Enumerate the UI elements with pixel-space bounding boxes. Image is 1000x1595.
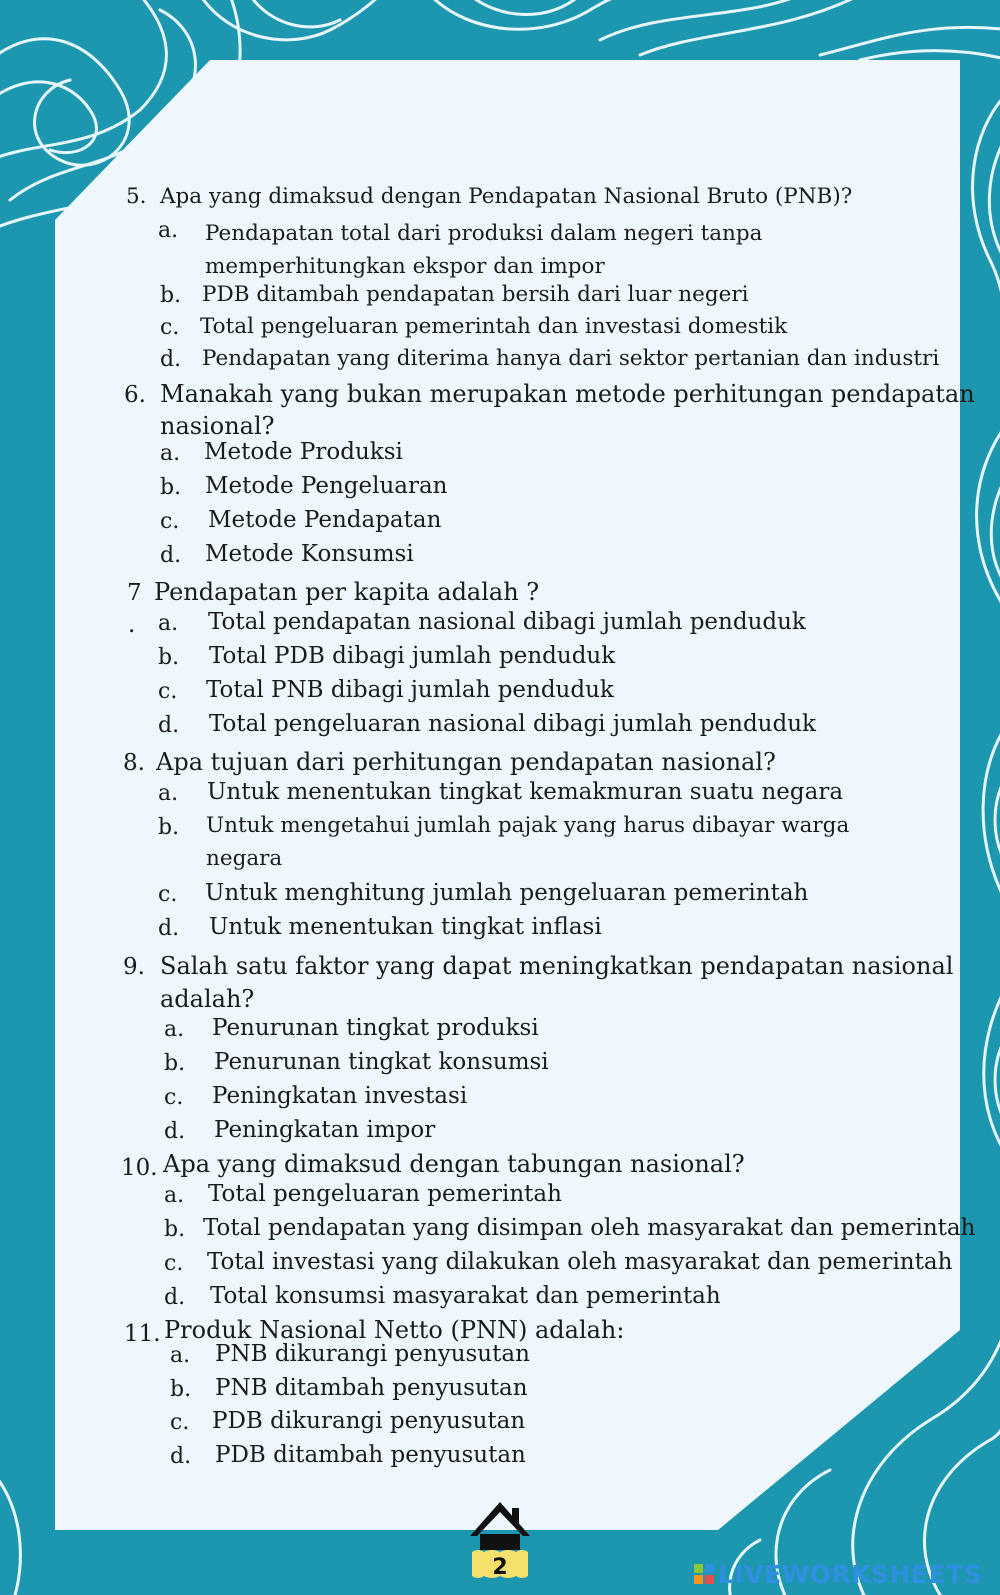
question-6-text-line: Manakah yang bukan merupakan metode perhitungan pendapatan <box>160 380 975 408</box>
question-9-option-a-text: Penurunan tingkat produksi <box>212 1015 539 1041</box>
question-7-option-d-letter: d. <box>158 713 180 738</box>
liveworksheets-logo-icon <box>694 1564 714 1584</box>
question-8-option-d-letter: d. <box>158 916 180 941</box>
house-roof-icon <box>470 1502 530 1536</box>
question-6-option-a-text: Metode Produksi <box>204 439 403 465</box>
question-7-option-a-text: Total pendapatan nasional dibagi jumlah penduduk <box>208 609 806 635</box>
question-7-option-c-letter: c. <box>158 679 178 704</box>
liveworksheets-wordmark: LIVEWORKSHEETS <box>718 1559 983 1589</box>
question-7-option-b-letter: b. <box>158 645 180 670</box>
question-6-option-d-letter: d. <box>160 543 182 568</box>
question-8-number: 8. <box>123 750 145 776</box>
question-8-option-d-text: Untuk menentukan tingkat inflasi <box>209 914 602 940</box>
question-9-text-line: Salah satu faktor yang dapat meningkatkan pendapatan nasional <box>160 952 954 980</box>
house-body <box>480 1534 520 1550</box>
question-11-option-c-letter: c. <box>170 1410 190 1435</box>
question-9-option-b-letter: b. <box>164 1051 186 1076</box>
question-9-number: 9. <box>123 954 145 980</box>
question-11-option-b-letter: b. <box>170 1377 192 1402</box>
question-11-option-d-text: PDB ditambah penyusutan <box>215 1442 526 1468</box>
question-8-option-a-text: Untuk menentukan tingkat kemakmuran suatu negara <box>207 779 844 805</box>
question-10-text: Apa yang dimaksud dengan tabungan nasional? <box>163 1150 745 1178</box>
question-9-option-c-text: Peningkatan investasi <box>212 1083 468 1109</box>
question-9-option-d-letter: d. <box>164 1119 186 1144</box>
question-10-option-a-letter: a. <box>164 1183 185 1208</box>
question-10-option-a-text: Total pengeluaran pemerintah <box>208 1181 562 1207</box>
question-7-number: 7 <box>127 580 142 606</box>
question-8-text: Apa tujuan dari perhitungan pendapatan nasional? <box>156 748 776 776</box>
question-8-option-c-text: Untuk menghitung jumlah pengeluaran pemerintah <box>205 880 809 906</box>
question-11-option-b-text: PNB ditambah penyusutan <box>215 1375 528 1401</box>
question-5-option-b-letter: b. <box>160 283 182 308</box>
question-9-option-a-letter: a. <box>164 1017 185 1042</box>
question-6-option-c-text: Metode Pendapatan <box>208 507 442 533</box>
question-9-option-b-text: Penurunan tingkat konsumsi <box>214 1049 549 1075</box>
question-8-option-c-letter: c. <box>158 882 178 907</box>
question-8-option-b-text: Untuk mengetahui jumlah pajak yang harus dibayar warga <box>206 813 850 838</box>
question-11-number: 11. <box>124 1321 161 1347</box>
page-number: 2 <box>492 1555 508 1580</box>
question-8-option-b-text: negara <box>206 846 283 871</box>
question-7-option-d-text: Total pengeluaran nasional dibagi jumlah penduduk <box>209 711 816 737</box>
question-6-number: 6. <box>124 382 146 408</box>
question-10-number: 10. <box>121 1155 158 1181</box>
question-6-option-d-text: Metode Konsumsi <box>205 541 414 567</box>
question-11-option-a-text: PNB dikurangi penyusutan <box>215 1341 530 1367</box>
question-10-option-d-letter: d. <box>164 1285 186 1310</box>
question-9-option-d-text: Peningkatan impor <box>214 1117 436 1143</box>
question-11-option-c-text: PDB dikurangi penyusutan <box>212 1408 526 1434</box>
question-11-text: Produk Nasional Netto (PNN) adalah: <box>164 1316 625 1344</box>
question-5-text: Apa yang dimaksud dengan Pendapatan Nasional Bruto (PNB)? <box>160 184 853 209</box>
question-5-option-d-letter: d. <box>160 347 182 372</box>
question-8-option-a-letter: a. <box>158 781 179 806</box>
question-9-option-c-letter: c. <box>164 1085 184 1110</box>
question-6-option-c-letter: c. <box>160 509 180 534</box>
question-10-option-c-letter: c. <box>164 1251 184 1276</box>
question-7-option-b-text: Total PDB dibagi jumlah penduduk <box>209 643 616 669</box>
question-6-option-b-letter: b. <box>160 475 182 500</box>
question-5-option-d-text: Pendapatan yang diterima hanya dari sektor pertanian dan industri <box>202 346 940 371</box>
question-5-option-c-text: Total pengeluaran pemerintah dan investasi domestik <box>200 314 788 339</box>
question-6-option-b-text: Metode Pengeluaran <box>205 473 448 499</box>
house-chimney <box>512 1508 519 1524</box>
question-7-text: Pendapatan per kapita adalah ? <box>154 578 540 606</box>
question-10-option-b-letter: b. <box>164 1217 186 1242</box>
question-10-option-d-text: Total konsumsi masyarakat dan pemerintah <box>210 1283 721 1309</box>
question-8-option-b-letter: b. <box>158 815 180 840</box>
question-11-option-a-letter: a. <box>170 1343 191 1368</box>
question-5-option-b-text: PDB ditambah pendapatan bersih dari luar negeri <box>202 282 749 307</box>
question-11-option-d-letter: d. <box>170 1444 192 1469</box>
question-10-option-b-text: Total pendapatan yang disimpan oleh masyarakat dan pemerintah <box>203 1215 976 1241</box>
question-5-number: 5. <box>126 184 147 209</box>
question-6-text-line: nasional? <box>160 412 275 440</box>
question-7-option-a-letter: a. <box>158 611 179 636</box>
question-7-number-dot: . <box>128 612 136 638</box>
liveworksheets-logo <box>694 1559 982 1589</box>
question-6-option-a-letter: a. <box>160 441 181 466</box>
question-9-text-line: adalah? <box>160 985 255 1013</box>
question-5-option-a-letter: a. <box>158 218 179 243</box>
question-7-option-c-text: Total PNB dibagi jumlah penduduk <box>206 677 614 703</box>
question-5-option-a-text: Pendapatan total dari produksi dalam negeri tanpa <box>205 221 763 246</box>
question-10-option-c-text: Total investasi yang dilakukan oleh masyarakat dan pemerintah <box>207 1249 953 1275</box>
question-5-option-c-letter: c. <box>160 315 180 340</box>
home-page-badge <box>468 1496 532 1584</box>
question-5-option-a-text: memperhitungkan ekspor dan impor <box>205 254 605 279</box>
